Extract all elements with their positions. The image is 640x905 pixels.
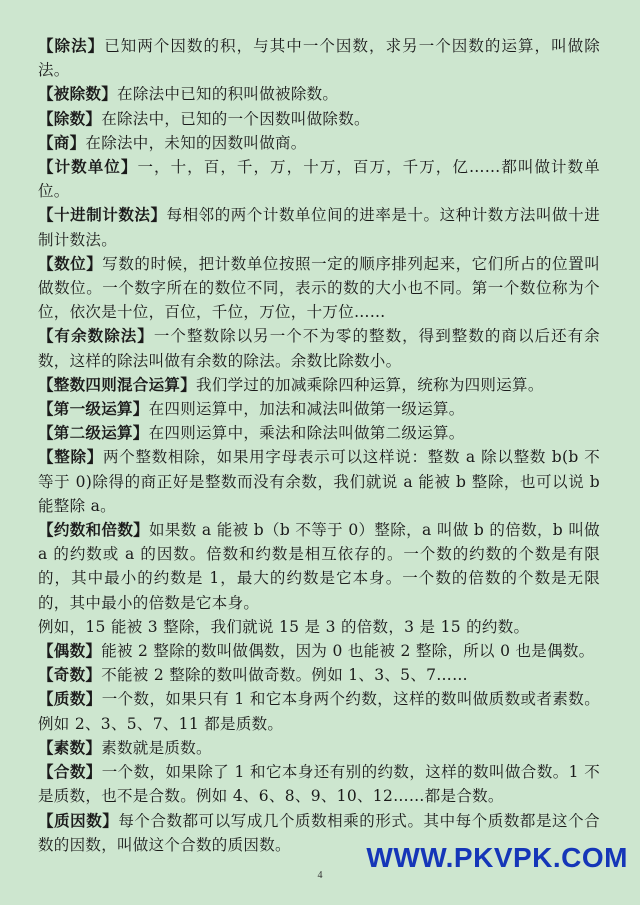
definition-text: 我们学过的加减乘除四种运算，统称为四则运算。 [196,375,544,394]
definition-text: 在除法中，未知的因数叫做商。 [85,133,307,152]
definition-text: 一，十，百，千，万，十万，百万，千万，亿……都叫做计数单位。 [38,158,600,201]
definition-second-level-operation [38,421,600,445]
document-body [38,34,600,857]
definition-first-level-operation [38,397,600,421]
definition-factors-and-multiples [38,518,600,615]
term-label: 【奇数】 [38,665,102,685]
term-label: 【整数四则混合运算】 [38,374,197,394]
page-number: 4 [317,870,323,881]
definition-divisibility [38,445,600,518]
example-paragraph [38,615,600,639]
definition-text: 一个数，如果除了 1 和它本身还有别的约数，这样的数叫做合数。1 不是质数，也不是合数。例如 4、6、8、9、10、12……都是合数。 [38,763,600,806]
term-label: 【素数】 [38,737,102,757]
term-label: 【被除数】 [38,84,118,104]
term-label: 【数位】 [38,253,103,273]
definition-prime-synonym [38,736,600,760]
term-label: 【十进制计数法】 [38,205,167,225]
term-label: 【约数和倍数】 [38,520,150,540]
definition-text: 写数的时候，把计数单位按照一定的顺序排列起来，它们所占的位置叫做数位。一个数字所在的数位不同，表示的数的大小也不同。第一个数位称为个位，依次是十位，百位，千位，万位，十万位…… [38,254,600,322]
term-label: 【商】 [38,132,86,152]
website-watermark: WWW.PKVPK.COM [366,842,628,873]
definition-divisor [38,107,600,131]
term-label: 【第一级运算】 [38,399,149,419]
term-label: 【有余数除法】 [38,326,154,346]
definition-composite-number [38,760,600,808]
term-label: 【质因数】 [38,810,119,830]
definition-text: 素数就是质数。 [101,738,212,757]
definition-text: 每个合数都可以写成几个质数相乘的形式。其中每个质数都是这个合数的因数，叫做这个合数的质因数。 [38,811,600,854]
definition-text: 一个数，如果只有 1 和它本身两个约数，这样的数叫做质数或者素数。例如 2、3、5、7、11 都是质数。 [38,690,601,733]
definition-text: 一个整数除以另一个不为零的整数，得到整数的商以后还有余数，这样的除法叫做有余数的除法。余数比除数小。 [38,327,600,370]
definition-text: 已知两个因数的积，与其中一个因数，求另一个因数的运算，叫做除法。 [38,37,600,80]
term-label: 【质数】 [38,689,102,709]
definition-text: 在四则运算中，乘法和除法叫做第二级运算。 [148,424,465,443]
definition-text: 在四则运算中，加法和减法叫做第一级运算。 [148,400,465,419]
definition-text: 能被 2 整除的数叫做偶数，因为 0 也能被 2 整除，所以 0 也是偶数。 [101,642,595,661]
definition-division [38,34,600,82]
definition-quotient [38,131,600,155]
definition-prime-number [38,687,600,735]
definition-text: 两个整数相除，如果用字母表示可以这样说：整数 a 除以整数 b(b 不等于 0)除得的商正好是整数而没有余数，我们就说 a 能被 b 整除，也可以说 b 能整除 a。 [38,448,601,515]
definition-text: 如果数 a 能被 b（b 不等于 0）整除，a 叫做 b 的倍数，b 叫做 a 的约数或 a 的因数。倍数和约数是相互依存的。一个数的约数的个数是有限的，其中最小的约数是 1，最大的约数是它本身。一个数的倍数的个数是无限的，其中最小的倍数是它本身。 [38,521,600,612]
definition-text: 在除法中已知的积叫做被除数。 [117,85,339,104]
definition-division-with-remainder [38,324,600,372]
definition-odd-number [38,663,600,687]
term-label: 【偶数】 [38,641,102,661]
term-label: 【整除】 [38,447,103,467]
definition-decimal-system [38,203,600,251]
term-label: 【第二级运算】 [38,423,149,443]
definition-mixed-operations [38,373,600,397]
term-label: 【合数】 [38,762,102,782]
definition-text: 每相邻的两个计数单位间的进率是十。这种计数方法叫做十进制计数法。 [38,206,600,249]
term-label: 【除法】 [38,36,105,55]
term-label: 【除数】 [38,108,102,128]
definition-counting-unit [38,155,600,203]
definition-digit-place [38,252,600,325]
definition-text: 在除法中，已知的一个因数叫做除数。 [101,109,370,128]
definition-dividend [38,82,600,106]
definition-text: 不能被 2 整除的数叫做奇数。例如 1、3、5、7…… [101,666,468,685]
term-label: 【计数单位】 [38,157,138,177]
definition-text: 例如，15 能被 3 整除，我们就说 15 是 3 的倍数，3 是 15 的约数。 [38,617,530,636]
definition-even-number [38,639,600,663]
